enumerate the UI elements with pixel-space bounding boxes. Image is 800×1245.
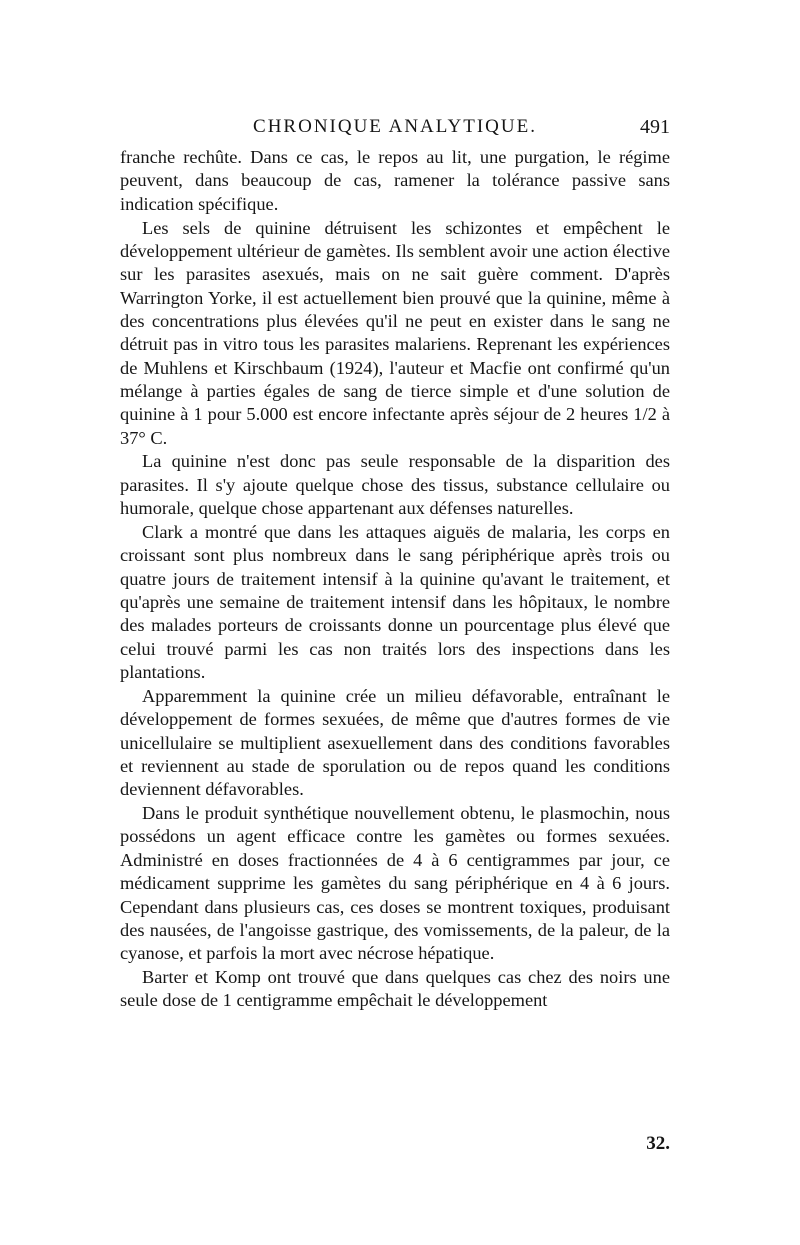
paragraph: Dans le produit synthétique nouvellement obtenu, le plasmochin, nous possédons un agent efficace contre les gamètes ou formes sexuées. Administré en doses fractionnées de 4 à 6 centigrammes par jour, ce médicament supprime les gamètes du sang périphérique en 4 à 6 jours. Cependant dans plusieurs cas, ces doses se montrent toxiques, produisant des nausées, de l'angoisse gastrique, des vomissements, de la paleur, de la cyanose, et parfois la mort avec nécrose hépatique. (120, 803, 670, 964)
paragraph: Clark a montré que dans les attaques aiguës de malaria, les corps en croissant sont plus nombreux dans le sang périphérique après trois ou quatre jours de traitement intensif à la quinine qu'avant le traitement, et qu'après une semaine de traitement intensif dans les hôpitaux, le nombre des malades porteurs de croissants donne un pourcentage plus élevé que celui trouvé parmi les cas non traités lors des inspections dans les plantations. (120, 522, 670, 683)
paragraph: franche rechûte. Dans ce cas, le repos au lit, une purgation, le régime peuvent, dans beaucoup de cas, ramener la tolérance passive sans indication spécifique. (120, 147, 670, 214)
paragraph: Barter et Komp ont trouvé que dans quelques cas chez des noirs une seule dose de 1 centigramme empêchait le développement (120, 967, 670, 1011)
running-header (120, 116, 670, 146)
paragraph: Les sels de quinine détruisent les schizontes et empêchent le développement ultérieur de gamètes. Ils semblent avoir une action élective sur les parasites asexués, mais on ne sait guère comment. D'après Warrington Yorke, il est actuellement bien prouvé que la quinine, même à des concentrations plus élevées qu'il ne peut en exister dans le sang ne détruit pas in vitro tous les parasites malariens. Reprenant les expériences de Muhlens et Kirschbaum (1924), l'auteur et Macfie ont confirmé qu'un mélange à parties égales de sang de tierce simple et d'une solution de quinine à 1 pour 5.000 est encore infectante après séjour de 2 heures 1/2 à 37° C. (120, 217, 670, 448)
body-text (120, 146, 670, 1013)
running-title: CHRONIQUE ANALYTIQUE. (253, 116, 537, 137)
signature-mark: 32. (646, 1133, 670, 1154)
paragraph: Apparemment la quinine crée un milieu défavorable, entraînant le développement de formes sexuées, de même que d'autres formes de vie unicellulaire se multiplient asexuellement dans des conditions favorables et reviennent au stade de sporulation ou de repos quand les conditions deviennent défavorables. (120, 685, 670, 800)
page-number: 491 (640, 116, 670, 138)
paragraph: La quinine n'est donc pas seule responsable de la disparition des parasites. Il s'y ajoute quelque chose des tissus, substance cellulaire ou humorale, quelque chose appartenant aux défenses naturelles. (120, 451, 670, 519)
